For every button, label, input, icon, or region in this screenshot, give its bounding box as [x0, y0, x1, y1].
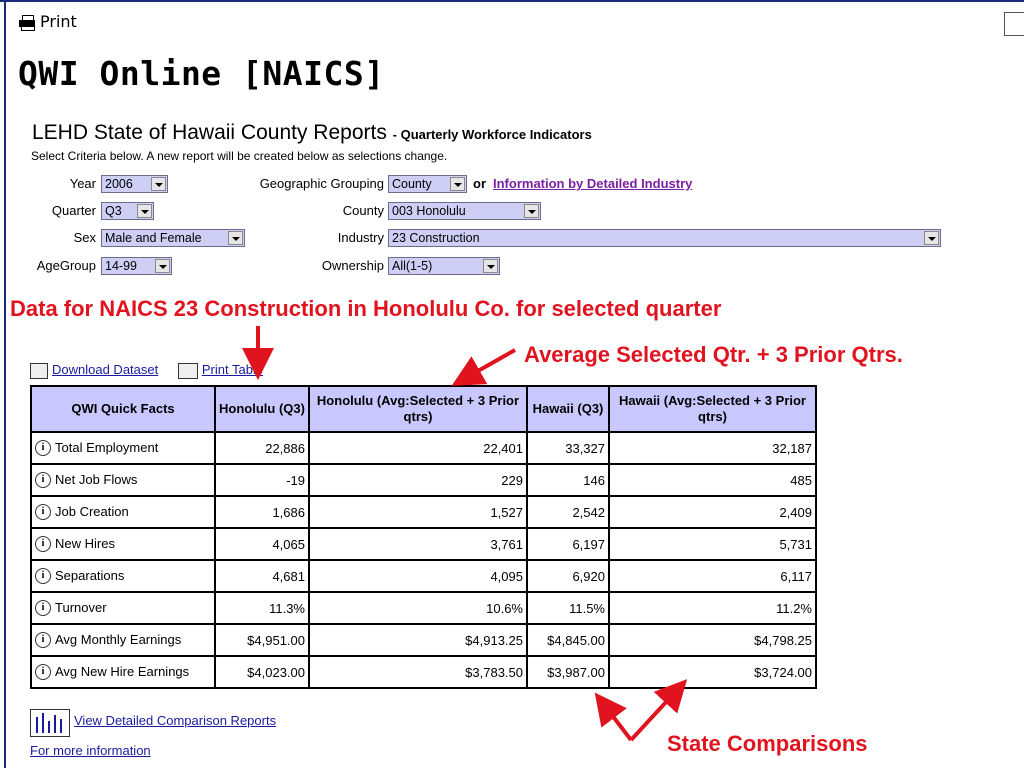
year-select[interactable]	[101, 175, 168, 193]
table-cell: $4,913.25	[309, 624, 527, 656]
table-row	[31, 592, 816, 624]
criteria-instructions: Select Criteria below. A new report will be created below as selections change.	[31, 149, 448, 163]
table-cell: $3,783.50	[309, 656, 527, 688]
compare-row	[30, 709, 276, 737]
report-title: LEHD State of Hawaii County Reports	[32, 121, 387, 144]
chart-icon	[30, 709, 70, 737]
table-cell: $4,845.00	[527, 624, 609, 656]
table-cell: 11.2%	[609, 592, 816, 624]
info-icon[interactable]: i	[35, 664, 51, 680]
table-cell: 22,886	[215, 432, 309, 464]
table-cell: 22,401	[309, 432, 527, 464]
table-row	[31, 624, 816, 656]
industry-label: Industry	[337, 230, 384, 245]
chevron-down-icon	[483, 259, 498, 273]
table-cell: 2,409	[609, 496, 816, 528]
industry-select[interactable]	[388, 229, 941, 247]
table-cell: $4,951.00	[215, 624, 309, 656]
sex-value: Male and Female	[105, 231, 202, 245]
print-label: Print	[40, 12, 77, 31]
chevron-down-icon	[137, 204, 152, 218]
table-cell: $3,987.00	[527, 656, 609, 688]
row-label-cell	[31, 496, 215, 528]
quarter-label: Quarter	[51, 203, 96, 218]
info-icon[interactable]: i	[35, 440, 51, 456]
chevron-down-icon	[924, 231, 939, 245]
view-comparison-link[interactable]: View Detailed Comparison Reports	[74, 712, 277, 728]
table-header: Hawaii (Q3)	[527, 386, 609, 432]
chevron-down-icon	[151, 177, 166, 191]
table-row	[31, 560, 816, 592]
ownership-label: Ownership	[321, 258, 384, 273]
download-icon	[30, 363, 48, 379]
row-label-cell	[31, 528, 215, 560]
table-cell: $4,023.00	[215, 656, 309, 688]
or-text: or	[473, 176, 486, 191]
table-cell: 1,686	[215, 496, 309, 528]
table-cell: 6,117	[609, 560, 816, 592]
table-cell: 4,681	[215, 560, 309, 592]
table-cell: 6,197	[527, 528, 609, 560]
table-row	[31, 656, 816, 688]
row-label: Net Job Flows	[55, 471, 138, 487]
table-header: Hawaii (Avg:Selected + 3 Prior qtrs)	[609, 386, 816, 432]
info-icon[interactable]: i	[35, 568, 51, 584]
table-row	[31, 432, 816, 464]
row-label-cell	[31, 656, 215, 688]
table-cell: 6,920	[527, 560, 609, 592]
row-label: Avg New Hire Earnings	[55, 663, 190, 679]
info-icon[interactable]: i	[35, 472, 51, 488]
table-header: Honolulu (Q3)	[215, 386, 309, 432]
table-cell: 33,327	[527, 432, 609, 464]
row-label: Separations	[55, 567, 125, 583]
printer-icon	[178, 363, 198, 379]
table-cell: 11.5%	[527, 592, 609, 624]
quarter-value: Q3	[105, 204, 122, 218]
row-label: New Hires	[55, 535, 115, 551]
row-label: Turnover	[55, 599, 107, 615]
sex-label: Sex	[73, 230, 96, 245]
row-label-cell	[31, 592, 215, 624]
corner-checkbox[interactable]	[1004, 12, 1024, 36]
table-cell: 146	[527, 464, 609, 496]
arrow-to-average	[462, 350, 515, 380]
table-cell: 1,527	[309, 496, 527, 528]
chevron-down-icon	[155, 259, 170, 273]
chevron-down-icon	[228, 231, 243, 245]
arrow-state-left	[602, 702, 631, 740]
table-cell: 485	[609, 464, 816, 496]
quick-facts-table	[30, 385, 817, 689]
industry-value: 23 Construction	[392, 231, 480, 245]
row-label: Avg Monthly Earnings	[55, 631, 182, 647]
table-cell: 11.3%	[215, 592, 309, 624]
sex-select[interactable]	[101, 229, 245, 247]
year-label: Year	[69, 176, 96, 191]
county-select[interactable]	[388, 202, 541, 220]
agegroup-select[interactable]	[101, 257, 172, 275]
row-label-cell	[31, 624, 215, 656]
annotation-average: Average Selected Qtr. + 3 Prior Qtrs.	[524, 342, 903, 367]
table-cell: $4,798.25	[609, 624, 816, 656]
print-table-link[interactable]: Print Table	[201, 362, 264, 377]
table-row	[31, 496, 816, 528]
info-icon[interactable]: i	[35, 632, 51, 648]
year-value: 2006	[105, 177, 133, 191]
annotation-data-for: Data for NAICS 23 Construction in Honolulu Co. for selected quarter	[10, 296, 722, 321]
printer-icon	[18, 14, 36, 30]
geo-label: Geographic Grouping	[259, 176, 384, 191]
quarter-select[interactable]	[101, 202, 154, 220]
table-cell: 10.6%	[309, 592, 527, 624]
agegroup-value: 14-99	[105, 259, 137, 273]
table-cell: 4,095	[309, 560, 527, 592]
download-dataset-link[interactable]: Download Dataset	[52, 362, 159, 377]
table-cell: 2,542	[527, 496, 609, 528]
table-cell: $3,724.00	[609, 656, 816, 688]
top-border	[0, 0, 1024, 2]
annotation-state-comparisons: State Comparisons	[667, 731, 868, 756]
report-heading	[32, 121, 592, 145]
download-row	[30, 362, 263, 379]
table-row	[31, 528, 816, 560]
info-icon[interactable]: i	[35, 600, 51, 616]
table-cell: 3,761	[309, 528, 527, 560]
table-cell: 32,187	[609, 432, 816, 464]
row-label-cell	[31, 560, 215, 592]
table-header: QWI Quick Facts	[31, 386, 215, 432]
table-cell: 4,065	[215, 528, 309, 560]
geo-value: County	[392, 177, 432, 191]
table-row	[31, 464, 816, 496]
info-icon[interactable]: i	[35, 504, 51, 520]
left-border	[4, 0, 6, 768]
ownership-value: All(1-5)	[392, 259, 433, 273]
table-cell: 5,731	[609, 528, 816, 560]
row-label-cell	[31, 464, 215, 496]
row-label: Total Employment	[55, 439, 159, 455]
table-cell: -19	[215, 464, 309, 496]
table-header: Honolulu (Avg:Selected + 3 Prior qtrs)	[309, 386, 527, 432]
agegroup-label: AgeGroup	[36, 258, 96, 273]
detailed-industry-link[interactable]: Information by Detailed Industry	[493, 176, 693, 191]
info-icon[interactable]: i	[35, 536, 51, 552]
report-subtitle: - Quarterly Workforce Indicators	[392, 127, 592, 142]
row-label-cell	[31, 432, 215, 464]
geo-select[interactable]	[388, 175, 467, 193]
county-value: 003 Honolulu	[392, 204, 466, 218]
ownership-select[interactable]	[388, 257, 500, 275]
chevron-down-icon	[524, 204, 539, 218]
more-info-link[interactable]: For more information	[30, 743, 151, 758]
chevron-down-icon	[450, 177, 465, 191]
county-label: County	[342, 203, 384, 218]
table-cell: 229	[309, 464, 527, 496]
page-title: QWI Online [NAICS]	[18, 54, 385, 93]
print-link[interactable]	[18, 12, 77, 31]
row-label: Job Creation	[55, 503, 129, 519]
